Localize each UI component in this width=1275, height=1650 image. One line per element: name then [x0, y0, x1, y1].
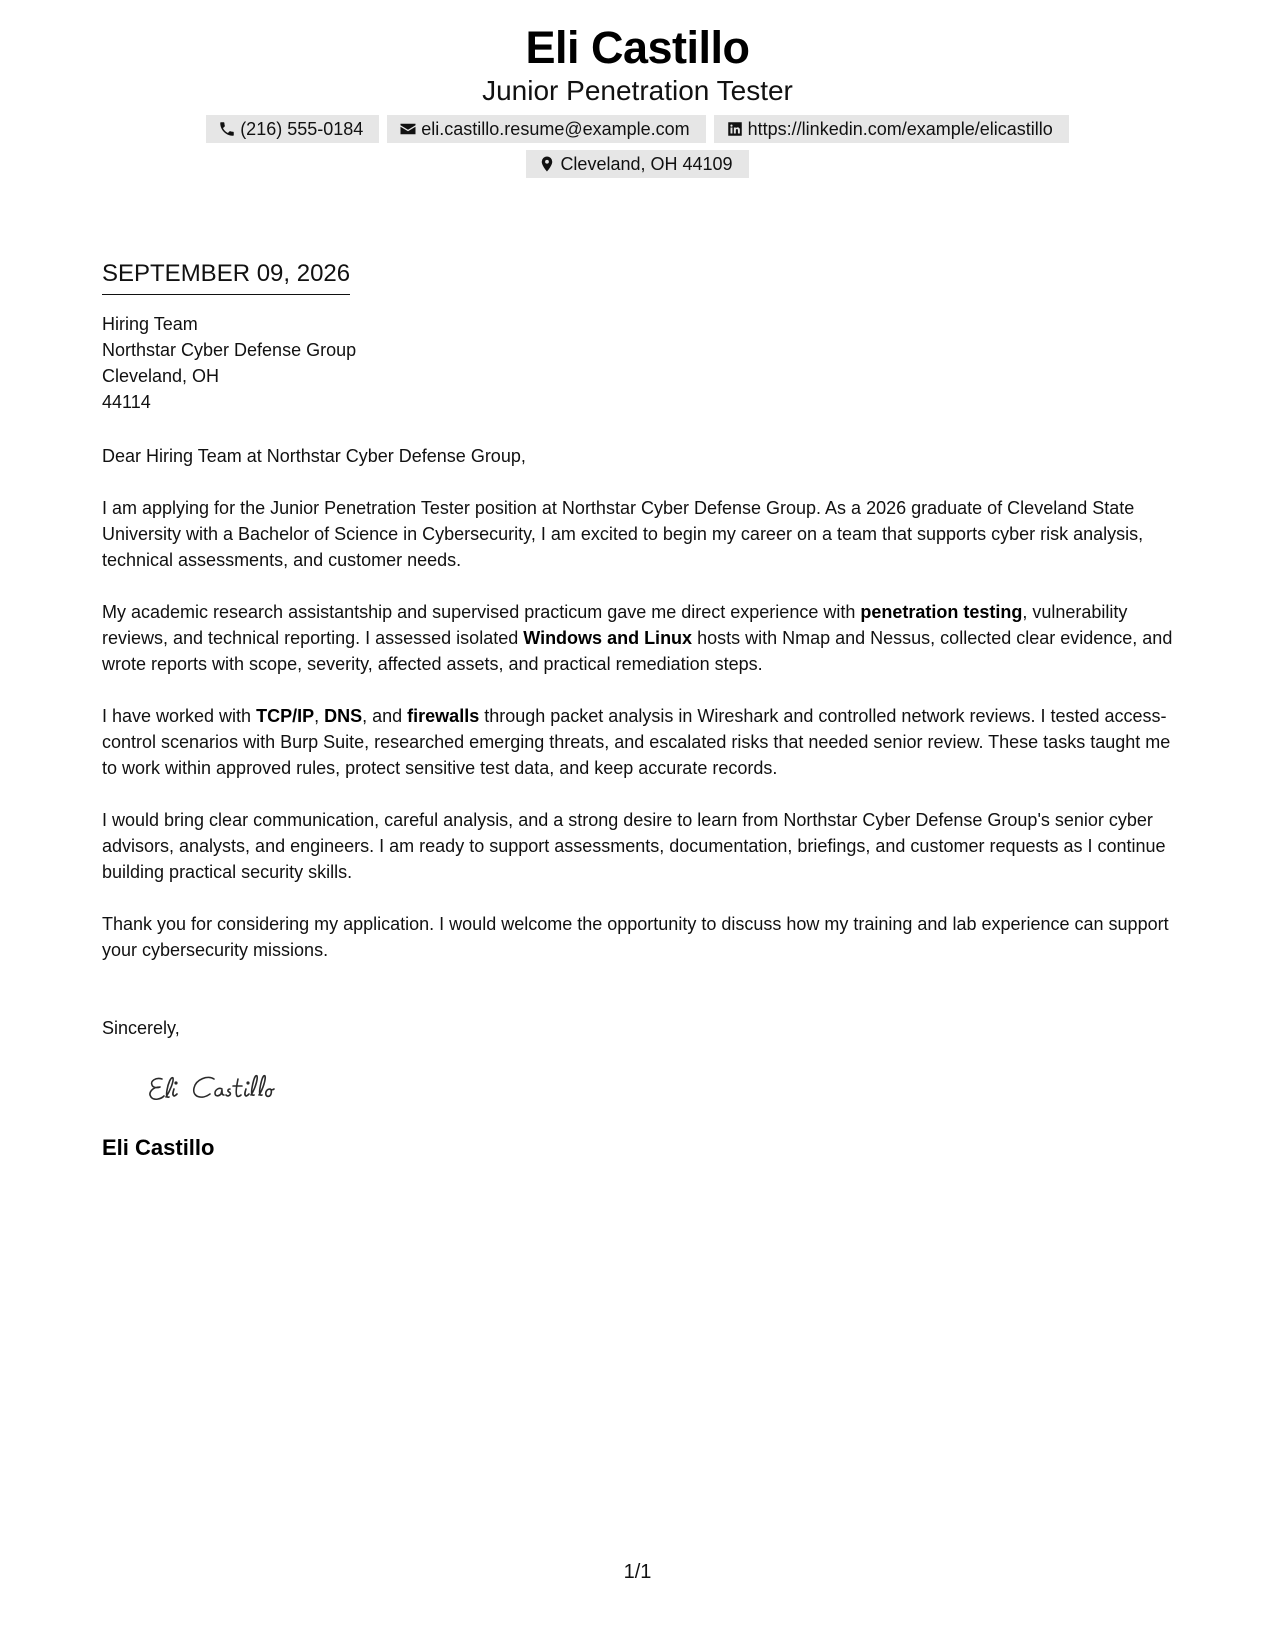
paragraph-text: I have worked with: [102, 706, 257, 726]
applicant-title: Junior Penetration Tester: [482, 75, 793, 106]
contact-phone-text: (216) 555-0184: [240, 118, 364, 139]
page-number: 1/1: [623, 1561, 652, 1583]
paragraph-text: hosts with Nmap and Nessus, collected clear evidence, and wrote reports with scope, severity, affected assets, and practical remediation steps.: [102, 628, 1173, 674]
contact-linkedin-text: https://linkedin.com/example/elicastillo: [747, 118, 1053, 139]
map-pin-icon: [538, 155, 556, 173]
contact-email-text: eli.castillo.resume@example.com: [421, 118, 690, 139]
handwritten-signature: [144, 1067, 1182, 1121]
greeting: Dear Hiring Team at Northstar Cyber Defense Group,: [102, 446, 526, 466]
contact-linkedin[interactable]: [714, 115, 1069, 143]
emphasis: DNS: [324, 706, 363, 726]
contact-row: [0, 115, 1275, 143]
emphasis: TCP/IP: [256, 706, 315, 726]
letter-header: [0, 22, 1275, 178]
signer-name: Eli Castillo: [102, 1135, 215, 1160]
contact-row-location: [0, 150, 1275, 178]
paragraph-4: I would bring clear communication, careful analysis, and a strong desire to learn from Northstar Cyber Defense Group's senior cyber advisors, analysts, and engineers. I am ready to support assessments, documentation, briefings, and customer requests as I continue building practical security skills.: [102, 810, 1166, 882]
contact-location: [526, 150, 748, 178]
recipient-line: Northstar Cyber Defense Group: [102, 340, 357, 360]
closing: Sincerely,: [102, 1018, 180, 1038]
paragraph-1: I am applying for the Junior Penetration Tester position at Northstar Cyber Defense Group. As a 2026 graduate of Cleveland State University with a Bachelor of Science in Cybersecurity, I am excited to begin my career on a team that supports cyber risk analysis, technical assessments, and customer needs.: [102, 498, 1144, 570]
linkedin-icon: [726, 120, 744, 138]
paragraph-text: My academic research assistantship and supervised practicum gave me direct experience with: [102, 602, 861, 622]
letter-date: SEPTEMBER 09, 2026: [102, 258, 350, 295]
paragraph-2: [102, 599, 1182, 677]
letter-body: [102, 258, 1182, 1161]
paragraph-text: ,: [314, 706, 325, 726]
signature-image: [144, 1067, 324, 1115]
emphasis: firewalls: [407, 706, 480, 726]
contact-email[interactable]: [387, 115, 705, 143]
recipient-block: [102, 311, 1182, 415]
emphasis: Windows and Linux: [523, 628, 693, 648]
paragraph-text: , vulnerability reviews, and technical reporting. I assessed isolated: [102, 602, 1128, 648]
emphasis: penetration testing: [860, 602, 1023, 622]
paragraph-5: Thank you for considering my application. I would welcome the opportunity to discuss how my training and lab experience can support your cybersecurity missions.: [102, 914, 1169, 960]
contact-phone[interactable]: [206, 115, 379, 143]
recipient-line: Cleveland, OH: [102, 366, 220, 386]
paragraph-text: , and: [362, 706, 408, 726]
recipient-line: 44114: [102, 392, 151, 412]
phone-icon: [218, 120, 236, 138]
envelope-icon: [399, 120, 417, 138]
paragraph-3: [102, 703, 1182, 781]
paragraph-text: through packet analysis in Wireshark and controlled network reviews. I tested access-control scenarios with Burp Suite, researched emerging threats, and escalated risks that needed senior review. These tasks taught me to work within approved rules, protect sensitive test data, and keep accurate records.: [102, 706, 1171, 778]
recipient-line: Hiring Team: [102, 314, 198, 334]
contact-location-text: Cleveland, OH 44109: [560, 153, 733, 174]
applicant-name: Eli Castillo: [525, 22, 750, 73]
